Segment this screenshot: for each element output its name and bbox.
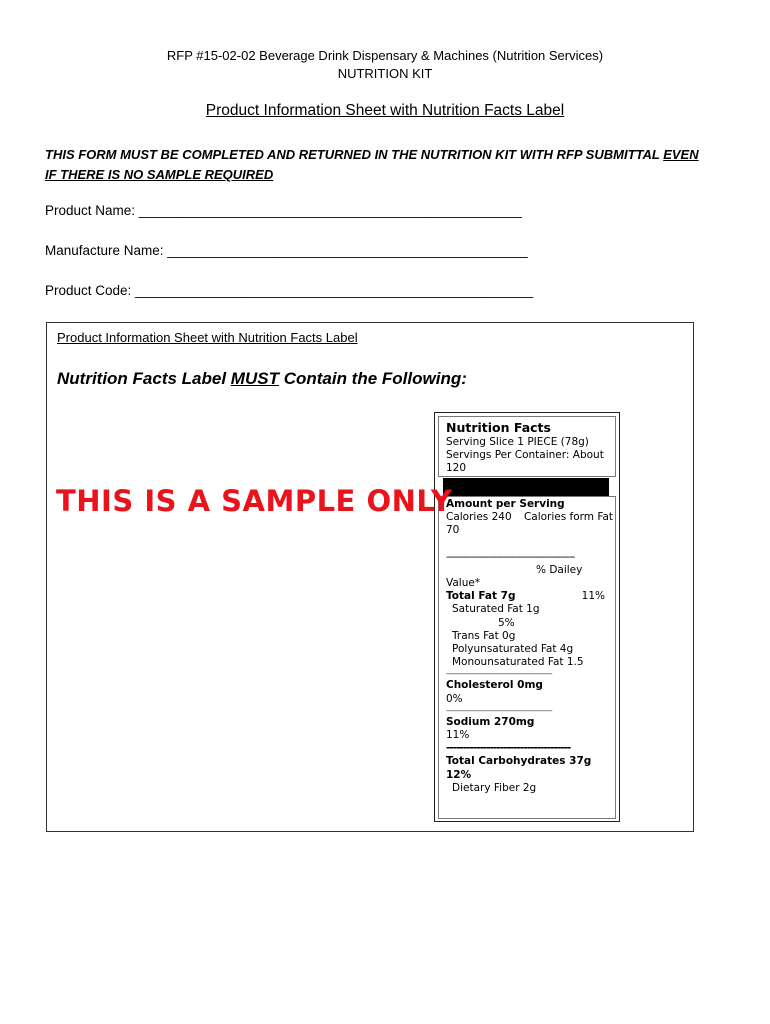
label-header: [438, 416, 616, 477]
subtitle-post: Contain the Following:: [278, 369, 467, 388]
label-trans-fat: Trans Fat 0g: [452, 629, 516, 642]
product-code-field: Product Code: _____________________________________________________: [45, 283, 533, 298]
label-total-fat: Total Fat 7g: [446, 590, 516, 603]
label-body: [438, 496, 616, 819]
label-black-bar: [443, 478, 609, 496]
manufacture-name-field: Manufacture Name: ________________________________________________: [45, 243, 528, 258]
label-daily-value: % Dailey: [536, 563, 583, 576]
instructions: [45, 145, 705, 185]
instructions-emphasis: EVEN IF THERE IS NO SAMPLE REQUIRED: [45, 147, 699, 182]
instructions-text: THIS FORM MUST BE COMPLETED AND RETURNED IN THE NUTRITION KIT WITH RFP SUBMITTAL: [45, 147, 664, 162]
page-title: Product Information Sheet with Nutrition Facts Label: [205, 102, 565, 119]
label-total-fat-row: [446, 590, 615, 603]
label-servings-per: Servings Per Container: About 120: [446, 449, 604, 475]
label-calories-row: [446, 511, 615, 524]
nutrition-facts-label: [434, 412, 620, 822]
label-cholesterol-pct: 0%: [446, 692, 463, 705]
label-carbs: Total Carbohydrates 37g: [446, 755, 592, 768]
label-title: Nutrition Facts: [446, 420, 551, 435]
label-cholesterol: Cholesterol 0mg: [446, 679, 543, 692]
label-serving: Serving Slice 1 PIECE (78g): [446, 436, 589, 448]
label-sodium: Sodium 270mg: [446, 715, 535, 728]
label-total-fat-pct: 11%: [581, 590, 605, 603]
box-title: Product Information Sheet with Nutrition Facts Label: [57, 330, 358, 345]
label-calories: Calories 240: [446, 511, 512, 524]
label-carbs-pct: 12%: [446, 768, 472, 781]
label-fiber: Dietary Fiber 2g: [452, 781, 537, 794]
rfp-header: RFP #15-02-02 Beverage Drink Dispensary & Machines (Nutrition Services): [166, 48, 604, 63]
label-calories-fat: Calories form Fat: [523, 511, 613, 524]
label-sodium-pct: 11%: [446, 729, 470, 742]
label-daily-value-2: Value*: [446, 577, 481, 590]
subtitle-must: MUST: [230, 369, 279, 388]
label-divider: --------------------------------------------------------: [446, 669, 552, 679]
label-divider: --------------------------------------------------------: [446, 705, 552, 715]
box-subtitle: [57, 369, 467, 389]
label-poly-fat: Polyunsaturated Fat 4g: [452, 643, 574, 656]
label-mono-fat: Monounsaturated Fat 1.5: [452, 656, 584, 669]
sample-watermark: THIS IS A SAMPLE ONLY: [56, 484, 453, 518]
label-divider: -------------------------------------: [446, 742, 571, 755]
subtitle-pre: Nutrition Facts Label: [57, 369, 231, 388]
product-name-field: Product Name: ___________________________________________________: [45, 203, 522, 218]
label-calories-fat-value: 70: [446, 524, 460, 537]
label-amount: Amount per Serving: [446, 498, 565, 510]
label-divider: ----------------------------------------------: [446, 550, 575, 563]
label-sat-fat: Saturated Fat 1g: [452, 603, 540, 616]
kit-header: NUTRITION KIT: [337, 66, 433, 81]
label-sat-fat-pct: 5%: [498, 616, 515, 629]
